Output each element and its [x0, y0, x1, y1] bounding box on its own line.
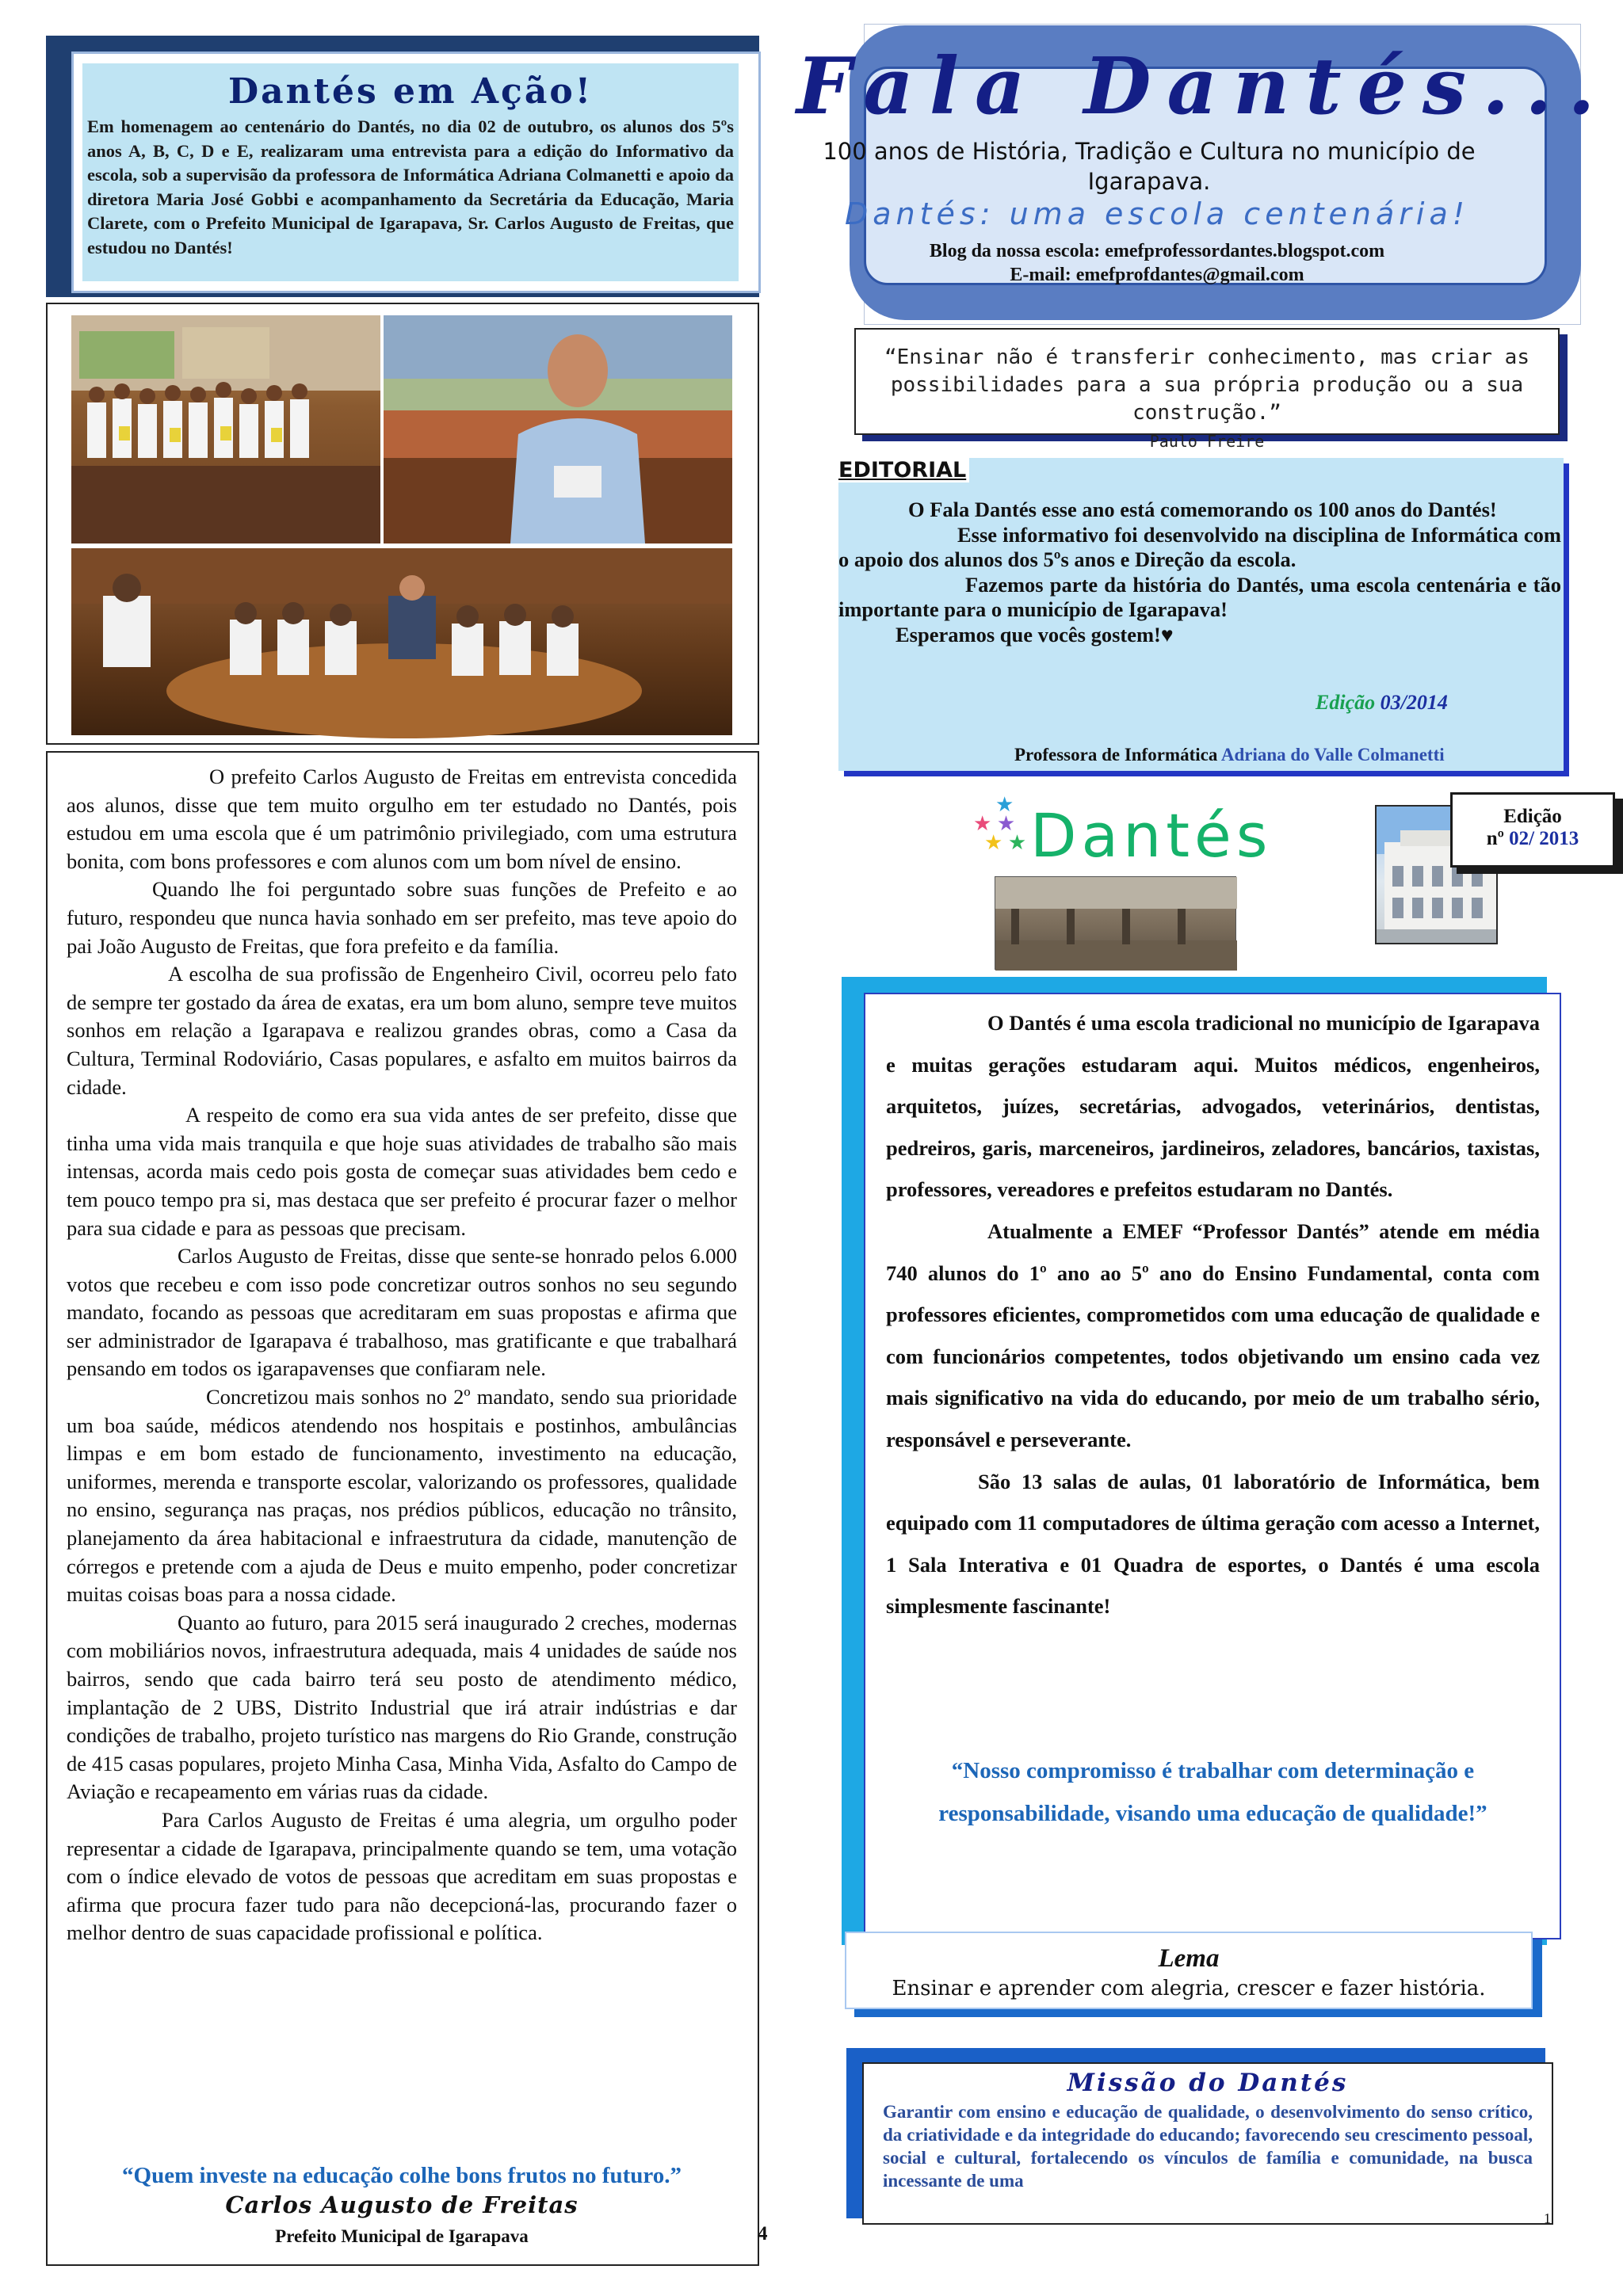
lema-box	[845, 1932, 1533, 2009]
masthead-contacts	[796, 239, 1518, 287]
interview-role: Prefeito Municipal de Igarapava	[275, 2226, 529, 2246]
editorial-signature-name: Adriana do Valle Colmanetti	[1220, 745, 1445, 765]
editorial-signature-role: Professora de Informática	[1014, 745, 1218, 765]
interview-p4: A respeito de como era sua vida antes de ser prefeito, disse que tinha uma vida mais tranquila e que hoje suas atividades de trabalho são mais intensas, acorda mais cedo pois gosta de começar suas atividades bem cedo e tem pouco tempo pra si, mas destaca que ser prefeito é procurar fazer o melhor para sua cidade e para as pessoas que precisam.	[67, 1103, 737, 1240]
editorial-signature	[1014, 745, 1445, 765]
editorial-text	[838, 498, 1561, 647]
edition-box-value: 02/ 2013	[1509, 828, 1579, 849]
interview-p3: A escolha de sua profissão de Engenheiro Civil, ocorreu pelo fato de sempre ter gostado da área de exatas, era um bom aluno, sempre teve muitos sonhos em relação a Igarapava e realizou grandes obras, como a Casa da Cultura, Terminal Rodoviário, Casas populares, e asfalto em muitos bairros da cidade.	[67, 962, 737, 1099]
edition-box	[1450, 792, 1615, 868]
page-number-left: 4	[758, 2223, 768, 2245]
interview-p2: Quando lhe foi perguntado sobre suas funções de Prefeito e ao futuro, respondeu que nunca havia sonhado em ser prefeito, mas teve apoio do pai João Augusto de Freitas, que fora prefeito e da família.	[67, 877, 737, 958]
photo-interview-table	[71, 548, 732, 735]
quote-text	[856, 330, 1558, 456]
info-p2: Atualmente a EMEF “Professor Dantés” atende em média 740 alunos do 1º ano ao 5º ano do Ensino Fundamental, conta com professores eficientes, comprometidos com uma educação de qualidade e com funcionários competentes, todos objetivando um ensino cada vez mais significativo na vida do educando, por meio de um trabalho sério, responsável e perseverante.	[886, 1219, 1540, 1451]
masthead-email: E-mail: emefprofdantes@gmail.com	[1010, 265, 1304, 285]
page-number-right: 1	[1544, 2210, 1551, 2226]
lema-title: Lema	[1158, 1944, 1220, 1973]
interview-signature: Carlos Augusto de Freitas	[225, 2191, 579, 2218]
missao-title: Missão do Dantés	[1067, 2069, 1349, 2097]
edition-box-label: Edição	[1503, 806, 1562, 827]
masthead-blog: Blog da nossa escola: emefprofessordantes.blogspot.com	[929, 241, 1385, 261]
stars-decoration	[973, 795, 1029, 859]
star-icon: ★	[996, 812, 1016, 835]
quote-box	[854, 328, 1560, 451]
missao-box	[862, 2062, 1553, 2225]
quote-author: Paulo Freire	[1149, 432, 1265, 451]
editorial-edition	[1316, 691, 1448, 715]
acao-text: Em homenagem ao centenário do Dantés, no dia 02 de outubro, os alunos dos 5ºs anos A, B, C, D e E, realizaram uma entrevista para a edição do Informativo da escola, sob a supervisão da professora de Informática Adriana Colmanetti e apoio da diretora Maria José Gobbi e acompanhamento da Secretária da Educação, Maria Clarete, com o Prefeito Municipal de Igarapava, Sr. Carlos Augusto de Freitas, que estudou no Dantés!	[87, 116, 734, 257]
quote-body: “Ensinar não é transferir conhecimento, mas criar as possibilidades para a sua própria produção ou a sua construção.”	[884, 345, 1529, 425]
logo-wordmark: Dantés	[1030, 800, 1273, 871]
interview-text	[67, 763, 737, 1947]
edition-box-prefix: nº	[1486, 828, 1504, 849]
info-quote: “Nosso compromisso é trabalhar com determinação e responsabilidade, visando uma educação de qualidade!”	[938, 1758, 1487, 1826]
editorial-label: EDITORIAL	[838, 458, 969, 482]
info-p1: O Dantés é uma escola tradicional no município de Igarapava e muitas gerações estudaram aqui. Muitos médicos, engenheiros, arquitetos, juízes, secretárias, advogados, veterinários, dentistas, pedreiros, garis, marceneiros, jardineiros, zeladores, bancários, taxistas, professores, vereadores e prefeitos estudaram no Dantés.	[886, 1011, 1540, 1202]
editorial-edition-word: Edição	[1316, 691, 1376, 714]
photo-school-corridor	[995, 876, 1236, 970]
acao-content	[82, 63, 739, 281]
interview-quote: “Quem investe na educação colhe bons frutos no futuro.”	[122, 2163, 682, 2188]
acao-title: Dantés em Ação!	[227, 71, 594, 112]
star-icon: ★	[973, 812, 992, 835]
photo-students-with-mayor	[71, 315, 380, 543]
star-icon: ★	[1007, 831, 1027, 854]
star-icon: ★	[984, 831, 1003, 854]
info-p3: São 13 salas de aulas, 01 laboratório de Informática, bem equipado com 11 computadores de última geração com acesso a Internet, 1 Sala Interativa e 01 Quadra de esportes, o Dantés é uma escola simplesmente fascinante!	[886, 1469, 1540, 1619]
interview-p8: Para Carlos Augusto de Freitas é uma alegria, um orgulho poder representar a cidade de Igarapava, principalmente quando se tem, uma votação com o índice elevado de votos de pessoas que acreditam em suas propostas e afirma que procura fazer tudo para não decepcioná-las, procurando fazer o melhor dentro de suas capacidade profissional e política.	[67, 1807, 737, 1945]
interview-p1: O prefeito Carlos Augusto de Freitas em entrevista concedida aos alunos, disse que tem muito orgulho em ter estudado no Dantés, pois estudou em uma escola que é um patrimônio privilegiado, com uma estrutura bonita, com bons professores e com alunos com um bom nível de ensino.	[67, 765, 737, 873]
editorial-p4: Esperamos que vocês gostem!♥	[896, 622, 1174, 646]
info-text	[886, 1002, 1540, 1627]
edition-box-number	[1453, 828, 1613, 850]
editorial-p3: Fazemos parte da história do Dantés, uma escola centenária e tão importante para o município de Igarapava!	[838, 572, 1561, 621]
interview-p7: Quanto ao futuro, para 2015 será inaugurado 2 creches, modernas com mobiliários novos, infraestrutura adequada, mais 4 unidades de saúde nos bairros, sendo que cada bairro terá seu posto de atendimento médico, implantação de 2 UBS, Distrito Industrial que irá atrair indústrias e dar condições de trabalho, projeto turístico nas margens do Rio Grande, construção de 415 casas populares, projeto Minha Casa, Minha Vida, Asfalto do Campo de Aviação e recapeamento em várias ruas da cidade.	[67, 1610, 737, 1804]
editorial-p1: O Fala Dantés esse ano está comemorando os 100 anos do Dantés!	[908, 498, 1497, 521]
photo-mayor-portrait	[384, 315, 732, 543]
star-icon: ★	[995, 793, 1014, 816]
interview-p6: Concretizou mais sonhos no 2º mandato, sendo sua prioridade um boa saúde, médicos atendendo nos hospitais e postinhos, ambulâncias limpas e em bom estado de funcionamento, investimento na educação, uniformes, merenda e transporte escolar, valorizando os professores, qualidade no ensino, segurança nas praças, nos prédios públicos, educação no trânsito, planejamento da área habitacional e infraestrutura da cidade, manutenção de córregos e pretende com a ajuda de Deus e muito empenho, poder concretizar muitas coisas boas para a nossa cidade.	[67, 1385, 737, 1607]
masthead-title: Fala Dantés...	[796, 41, 1611, 132]
lema-text: Ensinar e aprender com alegria, crescer e fazer história.	[892, 1977, 1486, 2000]
editorial-p2: Esse informativo foi desenvolvido na disciplina de Informática com o apoio dos alunos dos 5ºs anos e Direção da escola.	[838, 522, 1561, 571]
missao-text: Garantir com ensino e educação de qualidade, o desenvolvimento do senso crítico, da criatividade e da integridade do educando; favorecendo seu crescimento pessoal, social e cultural, fortalecendo os vínculos de família e comunidade, na busca incessante de uma	[883, 2102, 1533, 2191]
editorial-edition-value: 03/2014	[1380, 691, 1448, 714]
masthead-subtitle: 100 anos de História, Tradição e Cultura no município de Igarapava.	[823, 138, 1476, 195]
masthead-slogan: Dantés: uma escola centenária!	[845, 196, 1469, 231]
interview-p5: Carlos Augusto de Freitas, disse que sente-se honrado pelos 6.000 votos que recebeu e com isso pode concretizar outros sonhos no seu segundo mandato, focando as pessoas que acreditaram em suas propostas e afirma que ser administrador de Igarapava é trabalhoso, mas gratificante e que trabalhará pensando em todos os igarapavenses que confiaram nele.	[67, 1244, 737, 1381]
